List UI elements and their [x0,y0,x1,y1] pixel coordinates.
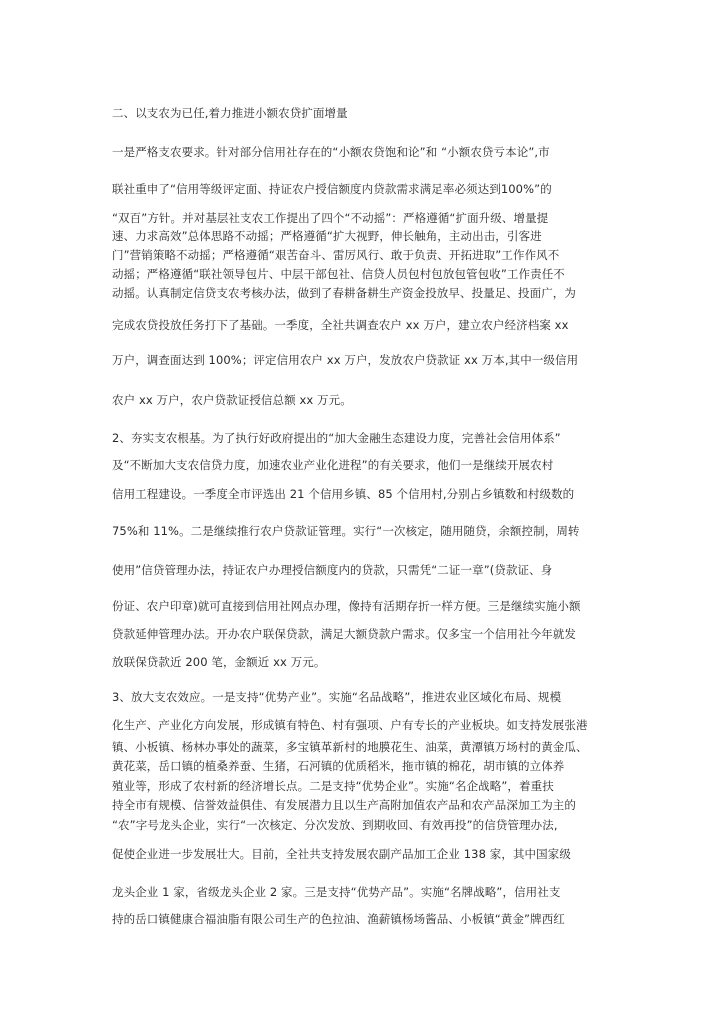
paragraph-line: 化生产、产业化方向发展，形成镇有特色、村有强项、户有专长的产业板块。如支持发展张港 [112,718,588,732]
paragraph-line: 持的岳口镇健康合福油脂有限公司生产的色拉油、渔薪镇杨场酱品、小板镇“黄金”牌西红 [112,912,565,926]
paragraph-line: 动摇。认真制定信贷支农考核办法，做到了春耕备耕生产资金投放早、投量足、投面广，为 [112,286,576,300]
paragraph-line: 万户，调查面达到 100%；评定信用农户 xx 万户，发放农户贷款证 xx 万本,其中一级信用 [112,353,579,367]
paragraph-line: 门”营销策略不动摇；严格遵循“艰苦奋斗、雷厉风行、敢于负责、开拓进取”工作作风不 [112,248,560,262]
paragraph-line: 75%和 11%。二是继续推行农户贷款证管理。实行“一次核定，随用随贷，余额控制，周转 [112,524,580,538]
paragraph-line: 份证、农户印章)就可直接到信用社网点办理，像持有活期存折一样方便。三是继续实施小额 [112,599,581,613]
paragraph-line: 促使企业进一步发展壮大。目前，全社共支持发展农副产品加工企业 138 家，其中国家级 [112,847,571,861]
paragraph-line: 速、力求高效”总体思路不动摇；严格遵循“扩大视野，伸长触角，主动出击，引客进 [112,229,542,243]
paragraph-line: “双百”方针。并对基层社支农工作提出了四个“不动摇”：严格遵循“扩面升级、增量提 [112,211,549,225]
paragraph-line: 完成农贷投放任务打下了基础。一季度，全社共调查农户 xx 万户，建立农户经济档案 xx [112,318,569,332]
paragraph-line: 2、夯实支农根基。为了执行好政府提出的“加大金融生态建设力度，完善社会信用体系” [112,431,561,445]
paragraph-line: 一是严格支农要求。针对部分信用社存在的“小额农贷饱和论”和 “小额农贷亏本论”,市 [112,145,550,159]
paragraph-line: 镇、小板镇、杨林办事处的蔬菜，多宝镇革新村的地膜花生、油菜，黄潭镇万场村的黄金瓜、 [112,740,588,754]
paragraph-line: 农户 xx 万户，农户贷款证授信总额 xx 万元。 [112,393,352,407]
paragraph-line: 持全市有规模、信誉效益俱佳、有发展潜力且以生产高附加值农产品和农产品深加工为主的 [112,798,576,812]
section-heading: 二、以支农为已任,着力推进小额农贷扩面增量 [112,106,348,120]
paragraph-line: 动摇；严格遵循“联社领导包片、中层干部包社、信贷人员包村包放包管包收”工作责任不 [112,267,565,281]
paragraph-line: 放联保贷款近 200 笔，金额近 xx 万元。 [112,655,326,669]
paragraph-line: 及“不断加大支农信贷力度，加速农业产业化进程”的有关要求，他们一是继续开展农村 [112,458,554,472]
paragraph-line: 3、放大支农效应。一是支持“优势产业”。实施“名品战略”，推进农业区域化布局、规模 [112,690,562,704]
paragraph-line: 信用工程建设。一季度全市评选出 21 个信用乡镇、85 个信用村,分别占乡镇数和村级数的 [112,487,575,501]
paragraph-line: 联社重申了“信用等级评定面、持证农户授信额度内贷款需求满足率必须达到100%”的 [112,182,552,196]
paragraph-line: 殖业等，形成了农村新的经济增长点。二是支持“优势企业”。实施“名企战略”，着重扶 [112,779,554,793]
paragraph-line: 龙头企业 1 家，省级龙头企业 2 家。三是支持“优势产品”。实施“名牌战略”，信用社支 [112,885,561,899]
paragraph-line: “农”字号龙头企业，实行“一次核定、分次发放、到期收回、有效再投”的信贷管理办法, [112,818,558,832]
paragraph-line: 贷款延伸管理办法。开办农户联保贷款，满足大额贷款户需求。仅多宝一个信用社今年就发 [112,627,576,641]
paragraph-line: 黄花菜，岳口镇的植桑养蚕、生猪，石河镇的优质稻米，拖市镇的棉花，胡市镇的立体养 [112,759,565,773]
paragraph-line: 使用”信贷管理办法，持证农户办理授信额度内的贷款，只需凭“二证一章”(贷款证、身 [112,563,553,577]
